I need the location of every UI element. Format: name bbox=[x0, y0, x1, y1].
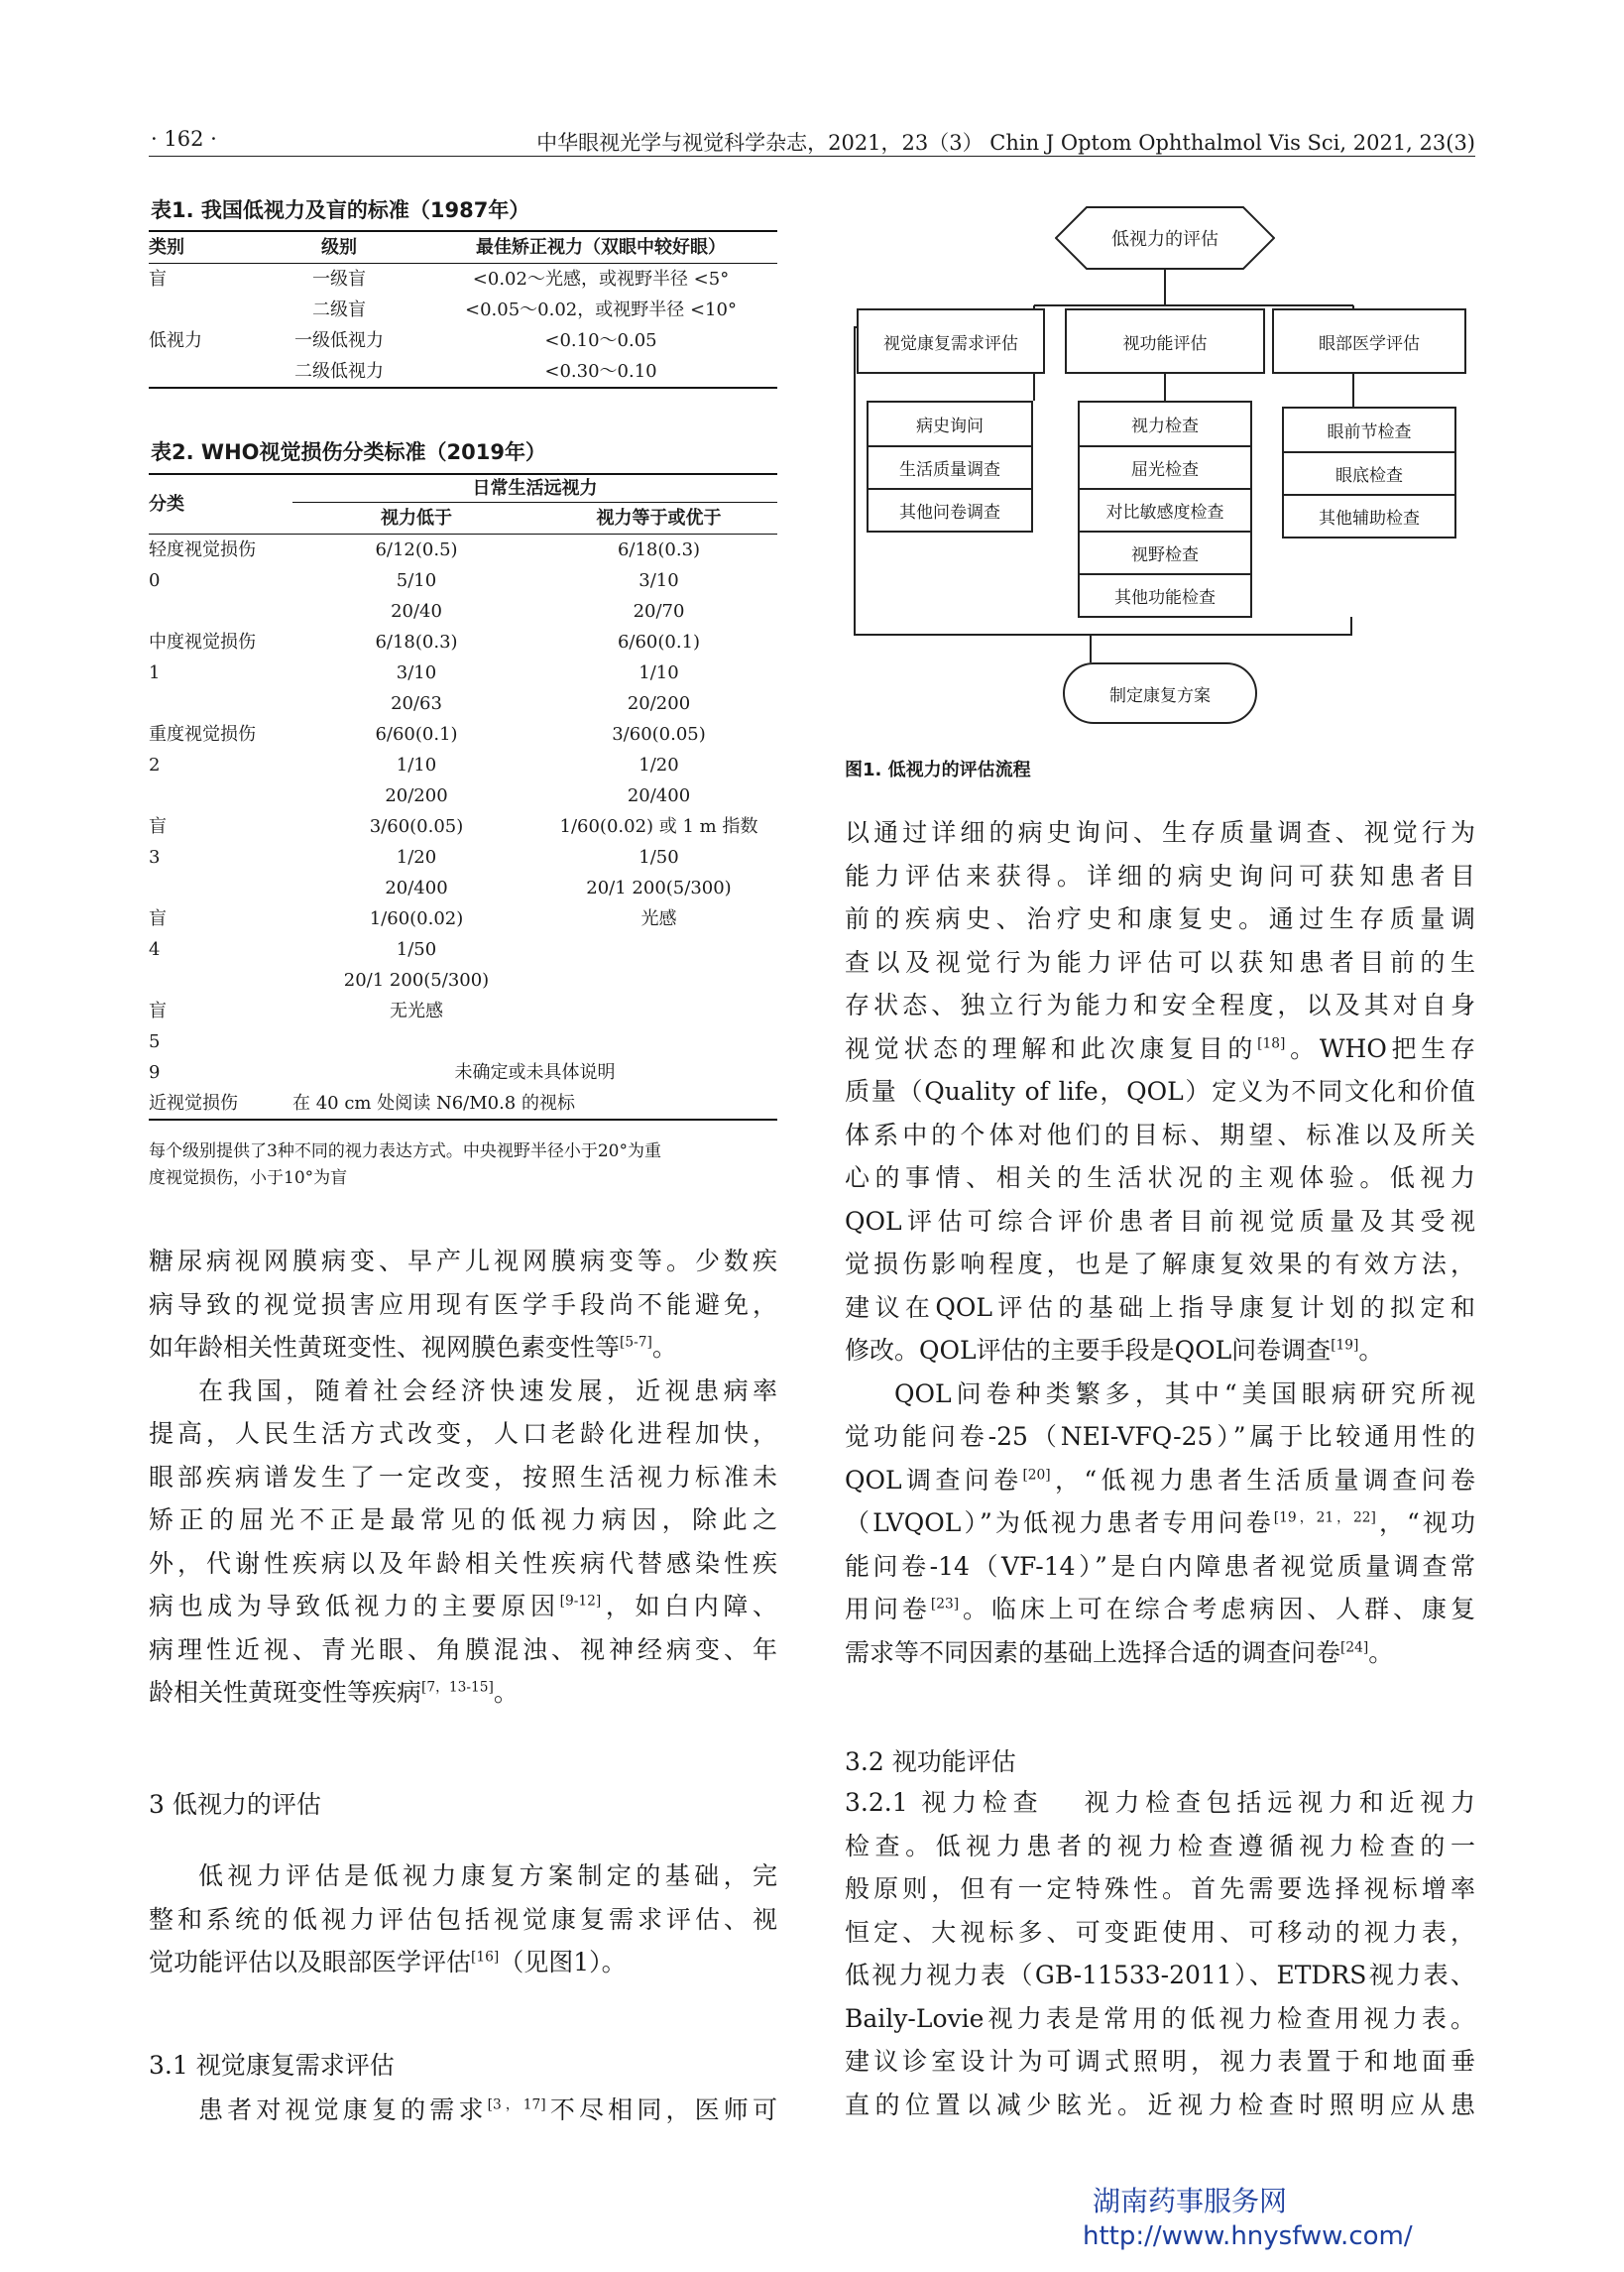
text-line: QOL调查问卷[20]，“低视力患者生活质量调查问卷 bbox=[845, 1465, 1475, 1495]
table-cell: 20/200 bbox=[385, 785, 448, 806]
table-cell: <0.05～0.02，或视野半径 <10° bbox=[465, 299, 737, 320]
table1-caption: 表1. 我国低视力及盲的标准（1987年） bbox=[151, 198, 530, 222]
table-row bbox=[149, 356, 777, 388]
table-cell: 1/10 bbox=[396, 755, 437, 776]
page-number: · 162 · bbox=[151, 127, 217, 151]
text-line: 存状态、独立行为能力和安全程度，以及其对自身 bbox=[845, 991, 1475, 1019]
figure1-bottom-label: 制定康复方案 bbox=[1063, 662, 1257, 724]
table-cell: <0.02～光感，或视野半径 <5° bbox=[472, 269, 730, 290]
note-line: 度视觉损伤，小于10°为盲 bbox=[149, 1168, 348, 1188]
table1-header-row bbox=[149, 231, 777, 264]
table-cell: 盲 bbox=[149, 269, 167, 290]
text-line: 用问卷[23]。临床上可在综合考虑病因、人群、康复 bbox=[845, 1595, 1475, 1623]
table-cell: 盲 bbox=[149, 816, 167, 837]
text-line: 在我国，随着社会经济快速发展，近视患病率 bbox=[198, 1375, 777, 1405]
table-row bbox=[149, 811, 777, 842]
text-line: 建议诊室设计为可调式照明，视力表置于和地面垂 bbox=[845, 2047, 1475, 2076]
text-line: 能问卷-14（VF-14）”是白内障患者视觉质量调查常 bbox=[845, 1551, 1475, 1581]
table2-header-row bbox=[149, 474, 777, 503]
table-cell: 2 bbox=[149, 755, 161, 776]
table-cell: 1/50 bbox=[638, 847, 679, 868]
figure1-item: 其他问卷调查 bbox=[869, 488, 1031, 531]
text-line: 能力评估来获得。详细的病史询问可获知患者目 bbox=[845, 861, 1475, 891]
journal-header: 中华眼视光学与视觉科学杂志，2021，23（3） Chin J Optom Ophthalmol Vis Sci, 2021, 23(3) bbox=[536, 131, 1475, 155]
table-cell: 3/10 bbox=[396, 662, 437, 683]
text-line: 般原则，但有一定特殊性。首先需要选择视标增率 bbox=[845, 1874, 1475, 1903]
table-cell: 1/60(0.02) 或 1 m 指数 bbox=[559, 816, 758, 837]
text-line: 查以及视觉行为能力评估可以获知患者目前的生 bbox=[845, 947, 1475, 977]
table-cell: 20/63 bbox=[391, 693, 442, 714]
right-column-text-2 bbox=[845, 1781, 1475, 2126]
table-cell: 光感 bbox=[640, 908, 677, 929]
table-row bbox=[149, 1088, 777, 1120]
text-line: 矫正的屈光不正是最常见的低视力病因，除此之 bbox=[149, 1505, 777, 1534]
table-row bbox=[149, 627, 777, 658]
table-row bbox=[149, 965, 777, 996]
table-row bbox=[149, 658, 777, 688]
table-row bbox=[149, 264, 777, 296]
figure1-item: 视力检查 bbox=[1131, 417, 1199, 436]
text-line: 低视力评估是低视力康复方案制定的基础，完 bbox=[198, 1861, 777, 1890]
table-cell: 1/60(0.02) bbox=[369, 908, 464, 929]
table-row bbox=[149, 1026, 777, 1057]
text-line: 前的疾病史、治疗史和康复史。通过生存质量调 bbox=[845, 904, 1475, 933]
figure1-item: 病史询问 bbox=[916, 417, 984, 436]
table-cell: 6/60(0.1) bbox=[375, 724, 458, 745]
table-row bbox=[149, 873, 777, 903]
text-line: QOL评估可综合评价患者目前视觉质量及其受视 bbox=[845, 1206, 1475, 1236]
text-line: 病导致的视觉损害应用现有医学手段尚不能避免， bbox=[149, 1289, 777, 1319]
table-cell: 盲 bbox=[149, 1001, 167, 1021]
table-cell: 重度视觉损伤 bbox=[149, 724, 256, 745]
figure1-col1-title: 视觉康复需求评估 bbox=[857, 308, 1045, 374]
table-cell: 1/10 bbox=[638, 662, 679, 683]
text-line: 低视力视力表（GB-11533-2011）、ETDRS视力表、 bbox=[845, 1961, 1475, 1989]
figure1-item: 生活质量调查 bbox=[869, 445, 1031, 488]
table-cell: 20/400 bbox=[627, 785, 691, 806]
table-row bbox=[149, 780, 777, 811]
table-row bbox=[149, 1057, 777, 1088]
table-cell bbox=[149, 356, 254, 388]
table-cell: 无光感 bbox=[390, 1001, 443, 1021]
table-cell: 二级盲 bbox=[312, 299, 366, 320]
table-row bbox=[149, 750, 777, 780]
table-cell: 5 bbox=[149, 1031, 161, 1052]
table-cell: 20/1 200(5/300) bbox=[343, 970, 490, 991]
text-line: 病理性近视、青光眼、角膜混浊、视神经病变、年 bbox=[149, 1634, 777, 1664]
figure1-col3-title: 眼部医学评估 bbox=[1272, 308, 1466, 374]
text-line: 检查。低视力患者的视力检查遵循视力检查的一 bbox=[845, 1831, 1475, 1860]
text-line: 觉损伤影响程度，也是了解康复效果的有效方法， bbox=[845, 1250, 1475, 1278]
text-line: 病也成为导致低视力的主要原因[9-12]，如白内障、 bbox=[149, 1592, 777, 1620]
table-row bbox=[149, 535, 777, 566]
table-cell: 20/400 bbox=[385, 878, 448, 898]
table-cell: 20/1 200(5/300) bbox=[586, 878, 732, 898]
watermark-url[interactable]: http://www.hnysfww.com/ bbox=[1083, 2221, 1413, 2251]
right-column-text bbox=[845, 811, 1475, 1674]
table2 bbox=[149, 473, 777, 1121]
table-cell bbox=[149, 965, 292, 996]
table-cell: 5/10 bbox=[396, 570, 437, 591]
text-line: 视觉状态的理解和此次康复目的[18]。WHO把生存 bbox=[845, 1033, 1475, 1063]
text-line: QOL问卷种类繁多，其中“美国眼病研究所视 bbox=[894, 1378, 1475, 1408]
text-line: 整和系统的低视力评估包括视觉康复需求评估、视 bbox=[149, 1904, 777, 1934]
table-cell: 1/20 bbox=[396, 847, 437, 868]
table-cell bbox=[540, 996, 777, 1026]
table-cell: 3/10 bbox=[638, 570, 679, 591]
table-row bbox=[149, 903, 777, 934]
header-rule bbox=[149, 156, 1475, 157]
text-line: 需求等不同因素的基础上选择合适的调查问卷[24]。 bbox=[845, 1637, 1394, 1667]
note-line: 每个级别提供了3种不同的视力表达方式。中央视野半径小于20°为重 bbox=[149, 1141, 661, 1161]
table-cell: 1/50 bbox=[396, 939, 437, 960]
figure1-item: 其他辅助检查 bbox=[1284, 494, 1454, 537]
table-cell: <0.10～0.05 bbox=[544, 330, 657, 351]
table-cell bbox=[149, 688, 292, 719]
table-row bbox=[149, 565, 777, 596]
section-3-1-heading: 3.1 视觉康复需求评估 bbox=[149, 2051, 395, 2080]
table-cell: 低视力 bbox=[149, 330, 202, 351]
table-cell: 20/70 bbox=[633, 601, 685, 622]
table2-header-group: 日常生活远视力 bbox=[292, 474, 777, 503]
table-cell: 1 bbox=[149, 662, 161, 683]
text-line: 外，代谢性疾病以及年龄相关性疾病代替感染性疾 bbox=[149, 1548, 777, 1578]
text-line: Baily-Lovie视力表是常用的低视力检查用视力表。 bbox=[845, 2003, 1475, 2033]
table1 bbox=[149, 230, 777, 389]
table-cell: 1/20 bbox=[638, 755, 679, 776]
text-line: 直的位置以减少眩光。近视力检查时照明应从患 bbox=[845, 2090, 1475, 2119]
text-line: 患者对视觉康复的需求[3，17]不尽相同，医师可 bbox=[198, 2095, 777, 2124]
table-row bbox=[149, 934, 777, 965]
table-cell bbox=[540, 965, 777, 996]
text-line: 糖尿病视网膜病变、早产儿视网膜病变等。少数疾 bbox=[149, 1247, 777, 1275]
section-3-2-heading: 3.2 视功能评估 bbox=[845, 1747, 1016, 1776]
table-cell: 3/60(0.05) bbox=[612, 724, 706, 745]
figure1-col1-list bbox=[867, 401, 1033, 533]
table-cell: 一级盲 bbox=[312, 269, 366, 290]
table-cell: 近视觉损伤 bbox=[149, 1093, 238, 1114]
table-row bbox=[149, 719, 777, 750]
figure1-col2-title: 视功能评估 bbox=[1065, 308, 1265, 374]
table-cell bbox=[149, 780, 292, 811]
section-3-heading: 3 低视力的评估 bbox=[149, 1790, 321, 1819]
figure1-item: 眼底检查 bbox=[1284, 451, 1454, 494]
text-line: 觉功能问卷-25（NEI-VFQ-25）”属于比较通用性的 bbox=[845, 1422, 1475, 1451]
text-line: 建议在QOL评估的基础上指导康复计划的拟定和 bbox=[845, 1292, 1475, 1322]
figure1-item: 其他功能检查 bbox=[1080, 573, 1250, 616]
table1-header: 最佳矫正视力（双眼中较好眼） bbox=[476, 237, 726, 258]
table2-header: 分类 bbox=[149, 474, 292, 535]
table1-header: 级别 bbox=[321, 237, 357, 258]
figure1-caption: 图1. 低视力的评估流程 bbox=[845, 760, 1031, 780]
table-cell: 中度视觉损伤 bbox=[149, 632, 256, 653]
table-cell: 20/40 bbox=[391, 601, 442, 622]
table-row bbox=[149, 842, 777, 873]
table-cell: 3/60(0.05) bbox=[369, 816, 464, 837]
table2-header: 视力低于 bbox=[381, 508, 452, 529]
figure1-item: 屈光检查 bbox=[1080, 445, 1250, 488]
table-cell: 4 bbox=[149, 939, 161, 960]
table-cell bbox=[149, 873, 292, 903]
text-line: 龄相关性黄斑变性等疾病[7，13-15]。 bbox=[149, 1678, 519, 1707]
table-cell: <0.30～0.10 bbox=[544, 361, 657, 382]
table-row bbox=[149, 325, 777, 356]
table-cell bbox=[149, 596, 292, 627]
table-cell: 9 bbox=[149, 1062, 161, 1083]
table-cell: 6/12(0.5) bbox=[375, 539, 458, 560]
table2-note bbox=[149, 1138, 777, 1192]
left-column-text bbox=[149, 1240, 777, 1715]
figure1-item: 对比敏感度检查 bbox=[1080, 488, 1250, 531]
table-cell: 3 bbox=[149, 847, 161, 868]
table2-header: 视力等于或优于 bbox=[596, 508, 722, 529]
figure1-item: 眼前节检查 bbox=[1327, 422, 1412, 442]
table-row bbox=[149, 295, 777, 325]
table-cell: 二级低视力 bbox=[294, 361, 384, 382]
text-line: （LVQOL）”为低视力患者专用问卷[19，21，22]，“视功 bbox=[845, 1508, 1476, 1537]
text-line: 质量（Quality of life，QOL）定义为不同文化和价值 bbox=[845, 1077, 1475, 1106]
table2-caption: 表2. WHO视觉损伤分类标准（2019年） bbox=[151, 440, 546, 464]
table-cell: 6/60(0.1) bbox=[617, 632, 701, 653]
table-cell: 一级低视力 bbox=[294, 330, 384, 351]
table-cell: 20/200 bbox=[627, 693, 691, 714]
table-row bbox=[149, 996, 777, 1026]
table-cell: 6/18(0.3) bbox=[617, 539, 701, 560]
text-line: 提高，人民生活方式改变，人口老龄化进程加快， bbox=[149, 1419, 777, 1448]
table-cell bbox=[149, 295, 254, 325]
table-cell: 未确定或未具体说明 bbox=[454, 1062, 616, 1083]
text-line: 觉功能评估以及眼部医学评估[16]（见图1）。 bbox=[149, 1948, 627, 1976]
text-line: 恒定、大视标多、可变距使用、可移动的视力表， bbox=[845, 1917, 1475, 1947]
figure1-item: 视野检查 bbox=[1080, 531, 1250, 573]
text-line: 如年龄相关性黄斑变性、视网膜色素变性等[5-7]。 bbox=[149, 1333, 677, 1362]
left-column-text-2 bbox=[149, 1854, 777, 1984]
text-line: 眼部疾病谱发生了一定改变，按照生活视力标准未 bbox=[149, 1462, 777, 1492]
table-cell bbox=[540, 934, 777, 965]
table-cell: 盲 bbox=[149, 908, 167, 929]
figure1-col3-list bbox=[1282, 407, 1456, 538]
table-cell: 在 40 cm 处阅读 N6/M0.8 的视标 bbox=[292, 1093, 575, 1114]
table-cell bbox=[292, 1026, 540, 1057]
table-cell bbox=[540, 1026, 777, 1057]
text-line: 以通过详细的病史询问、生存质量调查、视觉行为 bbox=[845, 818, 1475, 847]
table-cell: 6/18(0.3) bbox=[375, 632, 458, 653]
figure1-col2-list bbox=[1078, 401, 1252, 618]
table-cell: 0 bbox=[149, 570, 161, 591]
text-line: 3.2.1 视力检查 视力检查包括远视力和近视力 bbox=[845, 1788, 1475, 1817]
table-row bbox=[149, 688, 777, 719]
text-line: 心的事情、相关的生活状况的主观体验。低视力 bbox=[845, 1163, 1475, 1192]
table1-header: 类别 bbox=[149, 237, 184, 258]
watermark-site-name: 湖南药事服务网 bbox=[1093, 2185, 1288, 2217]
table-cell: 轻度视觉损伤 bbox=[149, 539, 256, 560]
text-line: 修改。QOL评估的主要手段是QOL问卷调查[19]。 bbox=[845, 1336, 1384, 1365]
left-column-text-3 bbox=[149, 2089, 777, 2132]
figure1-top-label: 低视力的评估 bbox=[1111, 229, 1218, 250]
text-line: 体系中的个体对他们的目标、期望、标准以及所关 bbox=[845, 1120, 1475, 1149]
table-row bbox=[149, 596, 777, 627]
